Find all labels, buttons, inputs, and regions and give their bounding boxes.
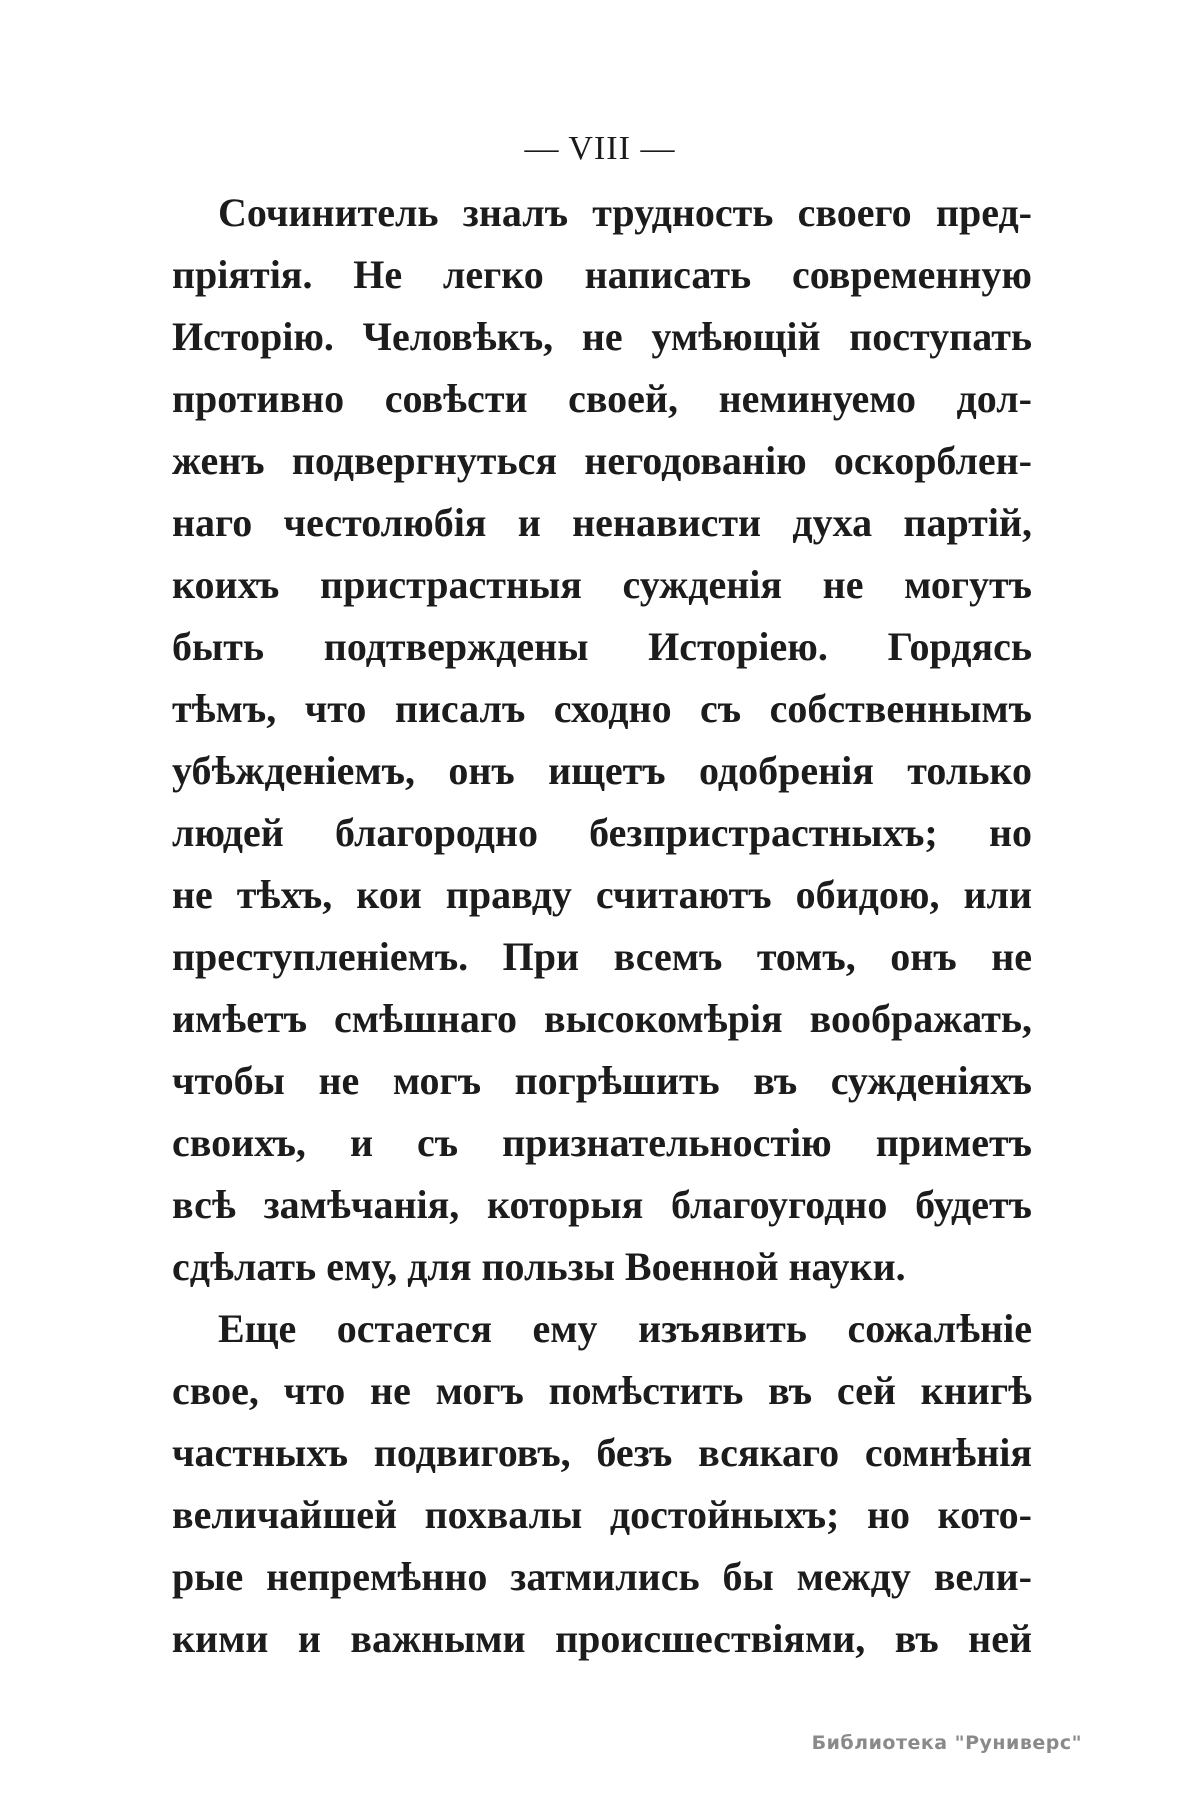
text-line: преступленіемъ. При всемъ томъ, онъ не <box>172 934 1032 979</box>
text-line: женъ подвергнуться негодованію оскорблен- <box>172 438 1032 483</box>
library-watermark: Библиотека "Руниверс" <box>811 1732 1082 1754</box>
text-line: противно совѣсти своей, неминуемо дол- <box>172 376 1032 421</box>
text-line: величайшей похвалы достойныхъ; но кото- <box>172 1492 1032 1537</box>
text-line: чтобы не могъ погрѣшить въ сужденіяхъ <box>172 1058 1032 1103</box>
text-line: Еще остается ему изъявить сожалѣніе <box>218 1306 1032 1351</box>
text-line: сдѣлать ему, для пользы Военной науки. <box>172 1244 906 1289</box>
text-line: убѣжденіемъ, онъ ищетъ одобренія только <box>172 748 1032 793</box>
text-line: пріятія. Не легко написать современную <box>172 252 1032 297</box>
text-line: людей благородно безпристрастныхъ; но <box>172 810 1032 855</box>
text-line: тѣмъ, что писалъ сходно съ собственнымъ <box>172 686 1032 731</box>
text-line: свое, что не могъ помѣстить въ сей книгѣ <box>172 1368 1032 1413</box>
text-line: рые непремѣнно затмились бы между вели- <box>172 1554 1032 1599</box>
text-line: кими и важными происшествіями, въ ней <box>172 1616 1032 1661</box>
text-line: Исторію. Человѣкъ, не умѣющій поступать <box>172 314 1032 359</box>
text-line: частныхъ подвиговъ, безъ всякаго сомнѣнія <box>172 1430 1032 1475</box>
text-line: Сочинитель зналъ трудность своего пред- <box>218 190 1032 235</box>
text-line: своихъ, и съ признательностію приметъ <box>172 1120 1032 1165</box>
page-number: — VIII — <box>524 130 676 167</box>
text-line: наго честолюбія и ненависти духа партій, <box>172 500 1032 545</box>
body-text <box>172 182 1032 1670</box>
text-line: быть подтверждены Исторіею. Гордясь <box>172 624 1032 669</box>
text-line: не тѣхъ, кои правду считаютъ обидою, или <box>172 872 1032 917</box>
text-line: коихъ пристрастныя сужденія не могутъ <box>172 562 1032 607</box>
text-line: имѣетъ смѣшнаго высокомѣрія воображать, <box>172 996 1032 1041</box>
text-line: всѣ замѣчанія, которыя благоугодно будетъ <box>172 1182 1032 1227</box>
